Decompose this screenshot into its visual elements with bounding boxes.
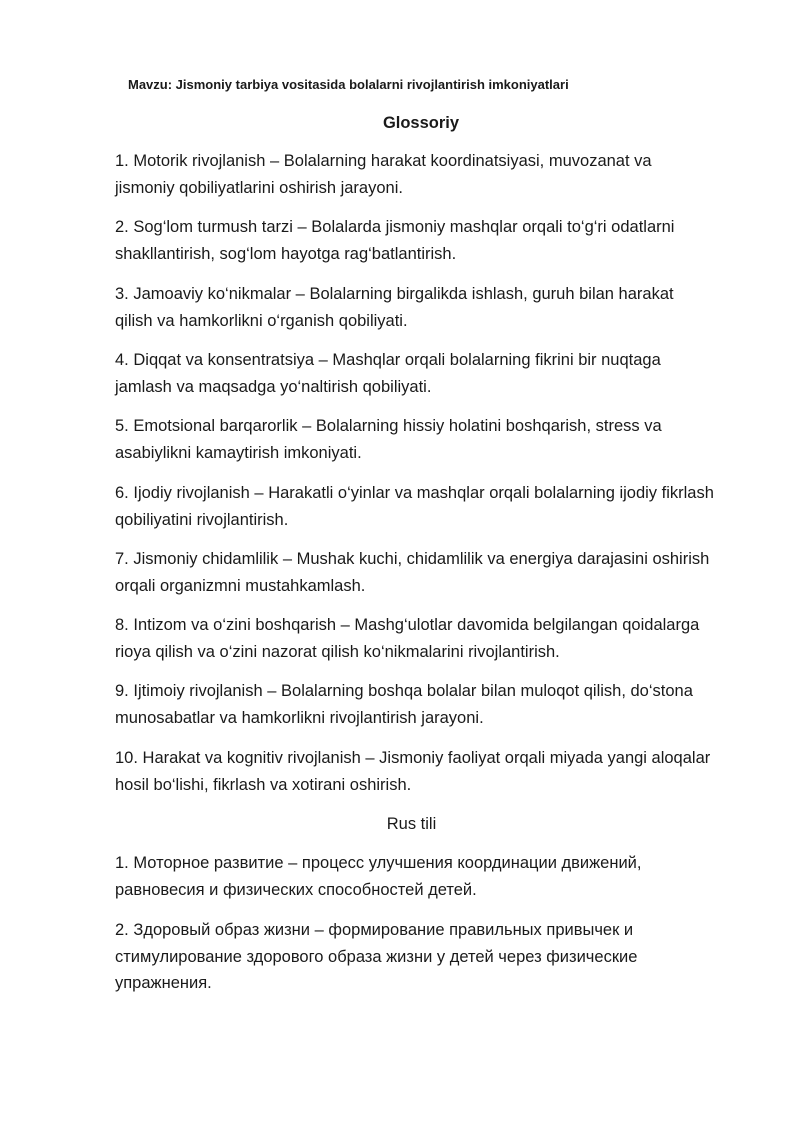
glossary-item <box>115 281 715 334</box>
item-dash: – <box>318 351 328 369</box>
item-dash: – <box>314 921 324 939</box>
russian-item <box>115 917 715 997</box>
item-definition: Mushak kuchi, chidamlilik va energiya darajasini oshirish orqali organizmni mustahkamlash. <box>115 550 710 595</box>
item-term: Sog‘lom turmush tarzi <box>133 218 293 236</box>
topic-heading: Mavzu: Jismoniy tarbiya vositasida bolalarni rivojlantirish imkoniyatlari <box>128 77 569 92</box>
item-term: Ijodiy rivojlanish <box>133 484 250 502</box>
item-definition: процесс улучшения координации движений, равновесия и физических способностей детей. <box>115 854 642 899</box>
item-definition: Jismoniy faoliyat orqali miyada yangi aloqalar hosil bo‘lishi, fikrlash va xotirani oshirish. <box>115 749 711 794</box>
item-term: Harakat va kognitiv rivojlanish <box>142 749 361 767</box>
glossary-item <box>115 480 715 533</box>
glossary-item <box>115 148 715 201</box>
item-term: Ijtimoiy rivojlanish <box>133 682 263 700</box>
item-number: 1. <box>115 152 129 170</box>
item-definition: Bolalarning boshqa bolalar bilan muloqot qilish, do‘stona munosabatlar va hamkorlikni rivojlantirish jarayoni. <box>115 682 693 727</box>
glossary-item <box>115 678 715 731</box>
item-number: 8. <box>115 616 129 634</box>
item-definition: Mashg‘ulotlar davomida belgilangan qoidalarga rioya qilish va o‘zini nazorat qilish ko‘nikmalarini rivojlantirish. <box>115 616 700 661</box>
item-number: 5. <box>115 417 129 435</box>
item-dash: – <box>302 417 312 435</box>
item-definition: формирование правильных привычек и стимулирование здорового образа жизни у детей через физические упражнения. <box>115 921 638 992</box>
item-dash: – <box>254 484 264 502</box>
item-definition: Bolalarda jismoniy mashqlar orqali to‘g‘ri odatlarni shakllantirish, sog‘lom hayotga rag‘batlantirish. <box>115 218 675 263</box>
item-term: Motorik rivojlanish <box>133 152 266 170</box>
item-dash: – <box>267 682 277 700</box>
item-number: 1. <box>115 854 129 872</box>
item-dash: – <box>270 152 280 170</box>
item-term: Intizom va o‘zini boshqarish <box>133 616 337 634</box>
item-dash: – <box>288 854 298 872</box>
item-definition: Bolalarning hissiy holatini boshqarish, stress va asabiylikni kamaytirish imkoniyati. <box>115 417 662 462</box>
item-number: 7. <box>115 550 129 568</box>
item-number: 9. <box>115 682 129 700</box>
item-dash: – <box>282 550 293 568</box>
item-number: 2. <box>115 921 129 939</box>
item-term: Jismoniy chidamlilik <box>133 550 279 568</box>
item-number: 6. <box>115 484 129 502</box>
item-definition: Harakatli o‘yinlar va mashqlar orqali bolalarning ijodiy fikrlash qobiliyatini rivojlantirish. <box>115 484 714 529</box>
item-term: Diqqat va konsentratsiya <box>133 351 315 369</box>
russian-item <box>115 850 715 903</box>
item-definition: Bolalarning harakat koordinatsiyasi, muvozanat va jismoniy qobiliyatlarini oshirish jarayoni. <box>115 152 652 197</box>
item-definition: Bolalarning birgalikda ishlash, guruh bilan harakat qilish va hamkorlikni o‘rganish qobiliyati. <box>115 285 674 330</box>
item-dash: – <box>340 616 350 634</box>
item-dash: – <box>295 285 305 303</box>
item-dash: – <box>297 218 307 236</box>
glossary-item <box>115 745 715 798</box>
glossary-item <box>115 612 715 665</box>
glossary-title: Glossoriy <box>382 114 460 132</box>
glossary-item <box>115 214 715 267</box>
item-dash: – <box>365 749 375 767</box>
item-term: Emotsional barqarorlik <box>133 417 298 435</box>
glossary-item <box>115 413 715 466</box>
item-term: Здоровый образ жизни <box>133 921 311 939</box>
item-number: 4. <box>115 351 129 369</box>
glossary-item <box>115 546 715 599</box>
item-number: 3. <box>115 285 129 303</box>
item-term: Моторное развитие <box>133 854 284 872</box>
russian-section-title: Rus tili <box>386 815 437 833</box>
item-term: Jamoaviy ko‘nikmalar <box>133 285 292 303</box>
glossary-item <box>115 347 715 400</box>
item-number: 10. <box>115 749 138 767</box>
item-number: 2. <box>115 218 129 236</box>
item-definition: Mashqlar orqali bolalarning fikrini bir nuqtaga jamlash va maqsadga yo‘naltirish qobiliyati. <box>115 351 661 396</box>
